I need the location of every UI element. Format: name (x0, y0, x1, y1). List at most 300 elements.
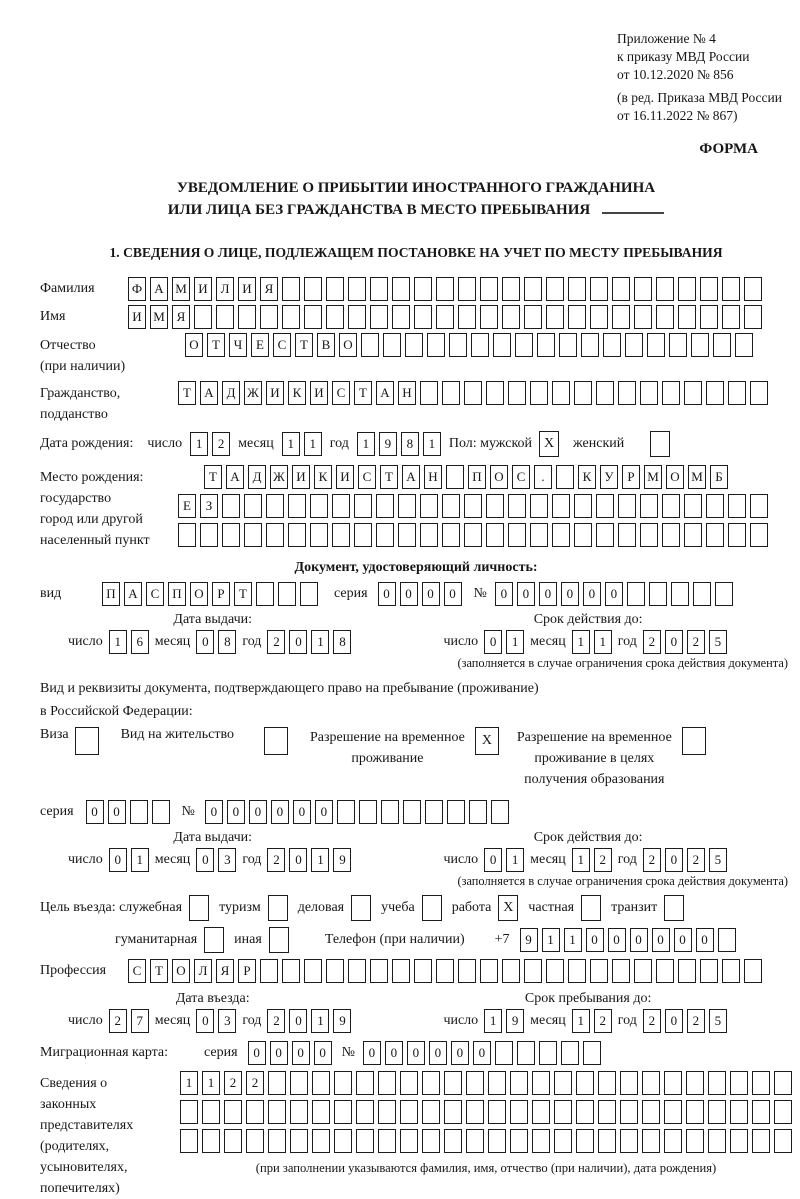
char-cell[interactable] (686, 1100, 704, 1124)
char-cell[interactable] (598, 1100, 616, 1124)
char-cell[interactable] (590, 277, 608, 301)
char-cell[interactable]: О (339, 333, 357, 357)
char-cell[interactable]: 2 (267, 630, 285, 654)
char-cell[interactable] (268, 1071, 286, 1095)
profession-cells[interactable] (128, 959, 762, 983)
char-cell[interactable] (502, 959, 520, 983)
char-cell[interactable] (691, 333, 709, 357)
char-cell[interactable]: М (150, 305, 168, 329)
patronymic-cells[interactable] (185, 333, 753, 357)
char-cell[interactable]: Н (424, 465, 442, 489)
char-cell[interactable] (312, 1071, 330, 1095)
char-cell[interactable]: 0 (495, 582, 513, 606)
char-cell[interactable] (304, 305, 322, 329)
char-cell[interactable]: Т (204, 465, 222, 489)
surname-cells[interactable] (128, 277, 762, 301)
char-cell[interactable]: А (200, 381, 218, 405)
birthplace-row3-cells[interactable] (178, 523, 768, 547)
char-cell[interactable] (361, 333, 379, 357)
char-cell[interactable]: К (314, 465, 332, 489)
char-cell[interactable] (568, 959, 586, 983)
purpose-service-checkbox[interactable] (189, 895, 209, 921)
char-cell[interactable] (596, 523, 614, 547)
char-cell[interactable] (752, 1071, 770, 1095)
char-cell[interactable] (774, 1129, 792, 1153)
char-cell[interactable] (326, 959, 344, 983)
char-cell[interactable]: И (128, 305, 146, 329)
char-cell[interactable] (488, 1071, 506, 1095)
char-cell[interactable]: 2 (594, 1009, 612, 1033)
char-cell[interactable] (442, 523, 460, 547)
char-cell[interactable]: 0 (378, 582, 396, 606)
purpose-transit-checkbox[interactable] (664, 895, 684, 921)
char-cell[interactable]: 0 (605, 582, 623, 606)
char-cell[interactable]: 0 (652, 928, 670, 952)
char-cell[interactable] (444, 1129, 462, 1153)
char-cell[interactable] (152, 800, 170, 824)
char-cell[interactable]: 5 (709, 1009, 727, 1033)
char-cell[interactable]: А (124, 582, 142, 606)
char-cell[interactable]: 5 (709, 630, 727, 654)
char-cell[interactable] (634, 277, 652, 301)
identity-expiry-day-cells[interactable] (484, 630, 524, 654)
char-cell[interactable] (618, 381, 636, 405)
char-cell[interactable] (744, 959, 762, 983)
char-cell[interactable] (464, 381, 482, 405)
residence-issue-year-cells[interactable] (267, 848, 351, 872)
char-cell[interactable] (348, 277, 366, 301)
char-cell[interactable] (686, 1071, 704, 1095)
char-cell[interactable] (495, 1041, 513, 1065)
char-cell[interactable] (642, 1129, 660, 1153)
char-cell[interactable] (574, 523, 592, 547)
char-cell[interactable] (436, 305, 454, 329)
char-cell[interactable] (596, 494, 614, 518)
char-cell[interactable]: 0 (422, 582, 440, 606)
char-cell[interactable] (493, 333, 511, 357)
char-cell[interactable]: 2 (246, 1071, 264, 1095)
char-cell[interactable]: 2 (212, 432, 230, 456)
char-cell[interactable]: М (644, 465, 662, 489)
char-cell[interactable] (510, 1129, 528, 1153)
char-cell[interactable]: 0 (583, 582, 601, 606)
char-cell[interactable] (383, 333, 401, 357)
char-cell[interactable]: 1 (423, 432, 441, 456)
char-cell[interactable]: 1 (311, 848, 329, 872)
char-cell[interactable] (530, 381, 548, 405)
char-cell[interactable]: 6 (131, 630, 149, 654)
char-cell[interactable] (480, 305, 498, 329)
char-cell[interactable]: 0 (249, 800, 267, 824)
char-cell[interactable] (260, 959, 278, 983)
char-cell[interactable] (744, 277, 762, 301)
char-cell[interactable] (598, 1129, 616, 1153)
char-cell[interactable] (304, 277, 322, 301)
char-cell[interactable]: 2 (687, 1009, 705, 1033)
char-cell[interactable]: 1 (357, 432, 375, 456)
char-cell[interactable] (422, 1129, 440, 1153)
char-cell[interactable]: Т (234, 582, 252, 606)
char-cell[interactable] (488, 1129, 506, 1153)
char-cell[interactable]: 3 (218, 848, 236, 872)
char-cell[interactable] (706, 494, 724, 518)
char-cell[interactable] (581, 333, 599, 357)
char-cell[interactable] (510, 1071, 528, 1095)
char-cell[interactable] (735, 333, 753, 357)
char-cell[interactable] (568, 277, 586, 301)
char-cell[interactable] (662, 494, 680, 518)
char-cell[interactable] (216, 305, 234, 329)
identity-number-cells[interactable] (495, 582, 733, 606)
char-cell[interactable]: 0 (293, 800, 311, 824)
char-cell[interactable]: 2 (267, 1009, 285, 1033)
char-cell[interactable] (334, 1129, 352, 1153)
char-cell[interactable]: 0 (108, 800, 126, 824)
entry-date-day-cells[interactable] (109, 1009, 149, 1033)
char-cell[interactable] (530, 523, 548, 547)
char-cell[interactable] (348, 959, 366, 983)
purpose-business-checkbox[interactable] (351, 895, 371, 921)
identity-expiry-year-cells[interactable] (643, 630, 727, 654)
char-cell[interactable] (268, 1129, 286, 1153)
char-cell[interactable] (370, 959, 388, 983)
char-cell[interactable]: Р (238, 959, 256, 983)
char-cell[interactable] (730, 1100, 748, 1124)
char-cell[interactable] (446, 465, 464, 489)
char-cell[interactable] (524, 959, 542, 983)
char-cell[interactable] (713, 333, 731, 357)
char-cell[interactable]: 2 (594, 848, 612, 872)
char-cell[interactable] (290, 1100, 308, 1124)
identity-issue-year-cells[interactable] (267, 630, 351, 654)
char-cell[interactable]: 1 (282, 432, 300, 456)
char-cell[interactable]: 0 (539, 582, 557, 606)
char-cell[interactable] (256, 582, 274, 606)
char-cell[interactable] (180, 1100, 198, 1124)
temp-residence-edu-checkbox[interactable] (682, 727, 706, 755)
char-cell[interactable] (427, 333, 445, 357)
char-cell[interactable]: 0 (292, 1041, 310, 1065)
char-cell[interactable]: 2 (109, 1009, 127, 1033)
char-cell[interactable] (700, 277, 718, 301)
char-cell[interactable] (684, 494, 702, 518)
char-cell[interactable] (722, 277, 740, 301)
char-cell[interactable] (656, 959, 674, 983)
char-cell[interactable]: И (194, 277, 212, 301)
char-cell[interactable] (510, 1100, 528, 1124)
char-cell[interactable]: Т (207, 333, 225, 357)
char-cell[interactable]: 1 (572, 630, 590, 654)
char-cell[interactable]: 1 (109, 630, 127, 654)
char-cell[interactable]: Т (178, 381, 196, 405)
char-cell[interactable]: 0 (227, 800, 245, 824)
char-cell[interactable] (620, 1071, 638, 1095)
char-cell[interactable] (354, 494, 372, 518)
char-cell[interactable] (222, 523, 240, 547)
char-cell[interactable] (620, 1129, 638, 1153)
char-cell[interactable] (224, 1129, 242, 1153)
char-cell[interactable]: 0 (407, 1041, 425, 1065)
char-cell[interactable]: 0 (473, 1041, 491, 1065)
char-cell[interactable] (502, 277, 520, 301)
char-cell[interactable]: Ж (270, 465, 288, 489)
char-cell[interactable] (750, 494, 768, 518)
sex-female-checkbox[interactable] (650, 431, 670, 457)
stay-until-month-cells[interactable] (572, 1009, 612, 1033)
char-cell[interactable] (774, 1071, 792, 1095)
char-cell[interactable] (684, 381, 702, 405)
char-cell[interactable] (669, 333, 687, 357)
char-cell[interactable] (464, 523, 482, 547)
char-cell[interactable] (642, 1071, 660, 1095)
char-cell[interactable] (546, 305, 564, 329)
name-cells[interactable] (128, 305, 762, 329)
char-cell[interactable] (486, 381, 504, 405)
char-cell[interactable] (524, 305, 542, 329)
char-cell[interactable]: А (150, 277, 168, 301)
char-cell[interactable] (640, 523, 658, 547)
char-cell[interactable]: 2 (224, 1071, 242, 1095)
char-cell[interactable] (625, 333, 643, 357)
char-cell[interactable] (750, 523, 768, 547)
char-cell[interactable] (310, 523, 328, 547)
char-cell[interactable] (420, 494, 438, 518)
char-cell[interactable] (288, 523, 306, 547)
char-cell[interactable] (246, 1100, 264, 1124)
char-cell[interactable] (180, 1129, 198, 1153)
char-cell[interactable] (554, 1071, 572, 1095)
char-cell[interactable] (502, 305, 520, 329)
char-cell[interactable]: Ж (244, 381, 262, 405)
char-cell[interactable] (618, 494, 636, 518)
char-cell[interactable]: О (172, 959, 190, 983)
char-cell[interactable] (532, 1100, 550, 1124)
purpose-private-checkbox[interactable] (581, 895, 601, 921)
entry-date-year-cells[interactable] (267, 1009, 351, 1033)
char-cell[interactable]: П (102, 582, 120, 606)
residence-issue-day-cells[interactable] (109, 848, 149, 872)
purpose-work-checkbox[interactable]: X (498, 895, 518, 921)
char-cell[interactable]: О (490, 465, 508, 489)
char-cell[interactable]: 0 (271, 800, 289, 824)
char-cell[interactable] (561, 1041, 579, 1065)
char-cell[interactable] (378, 1129, 396, 1153)
char-cell[interactable] (508, 494, 526, 518)
char-cell[interactable] (750, 381, 768, 405)
char-cell[interactable]: Л (216, 277, 234, 301)
char-cell[interactable] (640, 494, 658, 518)
char-cell[interactable] (722, 959, 740, 983)
char-cell[interactable] (546, 959, 564, 983)
char-cell[interactable]: И (266, 381, 284, 405)
identity-series-cells[interactable] (378, 582, 462, 606)
char-cell[interactable]: 1 (564, 928, 582, 952)
char-cell[interactable] (414, 959, 432, 983)
char-cell[interactable]: А (226, 465, 244, 489)
char-cell[interactable] (398, 523, 416, 547)
char-cell[interactable] (178, 523, 196, 547)
char-cell[interactable]: Е (178, 494, 196, 518)
char-cell[interactable]: 0 (674, 928, 692, 952)
char-cell[interactable] (728, 381, 746, 405)
char-cell[interactable] (288, 494, 306, 518)
char-cell[interactable]: 0 (665, 1009, 683, 1033)
char-cell[interactable]: Н (398, 381, 416, 405)
char-cell[interactable] (348, 305, 366, 329)
char-cell[interactable] (420, 523, 438, 547)
char-cell[interactable] (337, 800, 355, 824)
char-cell[interactable]: Л (194, 959, 212, 983)
char-cell[interactable] (700, 959, 718, 983)
char-cell[interactable] (554, 1100, 572, 1124)
char-cell[interactable]: 2 (643, 630, 661, 654)
visa-checkbox[interactable] (75, 727, 99, 755)
char-cell[interactable] (708, 1129, 726, 1153)
char-cell[interactable]: Е (251, 333, 269, 357)
char-cell[interactable] (678, 305, 696, 329)
char-cell[interactable] (444, 1100, 462, 1124)
char-cell[interactable]: Д (248, 465, 266, 489)
char-cell[interactable] (530, 494, 548, 518)
char-cell[interactable] (194, 305, 212, 329)
char-cell[interactable]: 2 (643, 1009, 661, 1033)
char-cell[interactable] (282, 277, 300, 301)
char-cell[interactable]: Ф (128, 277, 146, 301)
char-cell[interactable]: 0 (196, 848, 214, 872)
char-cell[interactable] (664, 1100, 682, 1124)
char-cell[interactable] (618, 523, 636, 547)
char-cell[interactable]: Т (150, 959, 168, 983)
char-cell[interactable] (642, 1100, 660, 1124)
char-cell[interactable] (260, 305, 278, 329)
legal-reps-row2-cells[interactable] (180, 1100, 792, 1124)
char-cell[interactable] (546, 277, 564, 301)
char-cell[interactable]: 9 (379, 432, 397, 456)
char-cell[interactable] (706, 381, 724, 405)
char-cell[interactable]: 1 (572, 848, 590, 872)
char-cell[interactable] (664, 1129, 682, 1153)
char-cell[interactable] (486, 523, 504, 547)
char-cell[interactable] (574, 381, 592, 405)
stay-until-year-cells[interactable] (643, 1009, 727, 1033)
char-cell[interactable] (508, 523, 526, 547)
char-cell[interactable] (524, 277, 542, 301)
char-cell[interactable] (334, 1071, 352, 1095)
char-cell[interactable]: З (200, 494, 218, 518)
char-cell[interactable] (532, 1071, 550, 1095)
char-cell[interactable] (539, 1041, 557, 1065)
identity-kind-cells[interactable] (102, 582, 318, 606)
char-cell[interactable]: К (288, 381, 306, 405)
char-cell[interactable]: У (600, 465, 618, 489)
char-cell[interactable] (444, 1071, 462, 1095)
migration-series-cells[interactable] (248, 1041, 332, 1065)
char-cell[interactable] (612, 305, 630, 329)
char-cell[interactable]: 0 (444, 582, 462, 606)
char-cell[interactable] (381, 800, 399, 824)
char-cell[interactable]: 7 (131, 1009, 149, 1033)
char-cell[interactable] (552, 494, 570, 518)
char-cell[interactable]: И (310, 381, 328, 405)
char-cell[interactable] (458, 305, 476, 329)
residence-number-cells[interactable] (205, 800, 509, 824)
char-cell[interactable] (356, 1071, 374, 1095)
char-cell[interactable]: 5 (709, 848, 727, 872)
char-cell[interactable] (310, 494, 328, 518)
char-cell[interactable] (442, 494, 460, 518)
char-cell[interactable] (640, 381, 658, 405)
char-cell[interactable]: Т (295, 333, 313, 357)
char-cell[interactable] (590, 305, 608, 329)
char-cell[interactable] (370, 305, 388, 329)
char-cell[interactable] (392, 277, 410, 301)
char-cell[interactable] (634, 959, 652, 983)
char-cell[interactable] (662, 523, 680, 547)
char-cell[interactable] (515, 333, 533, 357)
char-cell[interactable] (596, 381, 614, 405)
char-cell[interactable] (282, 305, 300, 329)
char-cell[interactable] (715, 582, 733, 606)
identity-issue-month-cells[interactable] (196, 630, 236, 654)
char-cell[interactable] (442, 381, 460, 405)
char-cell[interactable]: 0 (270, 1041, 288, 1065)
char-cell[interactable] (728, 523, 746, 547)
char-cell[interactable]: 8 (401, 432, 419, 456)
char-cell[interactable] (414, 277, 432, 301)
char-cell[interactable] (466, 1071, 484, 1095)
char-cell[interactable] (312, 1100, 330, 1124)
char-cell[interactable]: Р (622, 465, 640, 489)
birthplace-row1-cells[interactable] (204, 465, 768, 489)
char-cell[interactable]: 1 (506, 630, 524, 654)
char-cell[interactable] (403, 800, 421, 824)
sex-male-checkbox[interactable]: X (539, 431, 559, 457)
char-cell[interactable]: 0 (429, 1041, 447, 1065)
char-cell[interactable] (436, 277, 454, 301)
residence-series-cells[interactable] (86, 800, 170, 824)
purpose-humanitarian-checkbox[interactable] (204, 927, 224, 953)
char-cell[interactable]: О (185, 333, 203, 357)
char-cell[interactable] (356, 1100, 374, 1124)
char-cell[interactable] (266, 494, 284, 518)
char-cell[interactable] (662, 381, 680, 405)
char-cell[interactable] (202, 1129, 220, 1153)
char-cell[interactable] (278, 582, 296, 606)
char-cell[interactable]: 0 (665, 630, 683, 654)
char-cell[interactable]: 0 (289, 630, 307, 654)
char-cell[interactable] (332, 494, 350, 518)
char-cell[interactable]: Р (212, 582, 230, 606)
char-cell[interactable] (466, 1129, 484, 1153)
char-cell[interactable] (693, 582, 711, 606)
char-cell[interactable]: 9 (520, 928, 538, 952)
char-cell[interactable] (574, 494, 592, 518)
char-cell[interactable] (238, 305, 256, 329)
char-cell[interactable] (730, 1071, 748, 1095)
citizenship-cells[interactable] (178, 381, 768, 405)
char-cell[interactable]: 0 (196, 630, 214, 654)
char-cell[interactable] (400, 1100, 418, 1124)
char-cell[interactable] (486, 494, 504, 518)
char-cell[interactable]: 1 (190, 432, 208, 456)
char-cell[interactable]: 0 (196, 1009, 214, 1033)
char-cell[interactable] (730, 1129, 748, 1153)
char-cell[interactable] (603, 333, 621, 357)
temp-residence-checkbox[interactable]: X (475, 727, 499, 755)
char-cell[interactable]: Д (222, 381, 240, 405)
residence-expiry-year-cells[interactable] (643, 848, 727, 872)
purpose-tourism-checkbox[interactable] (268, 895, 288, 921)
